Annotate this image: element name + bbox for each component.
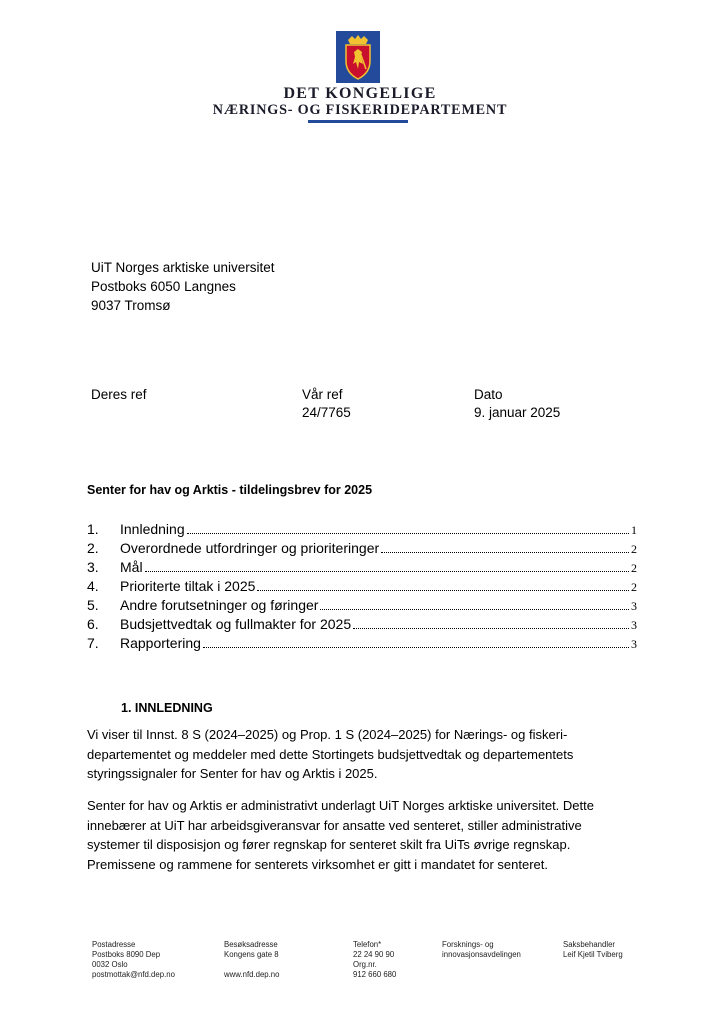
coat-of-arms-icon: [332, 31, 384, 83]
toc-number: 5.: [87, 597, 99, 613]
recipient-name: UiT Norges arktiske universitet: [91, 260, 275, 275]
toc-title: Rapportering: [120, 635, 201, 651]
toc-number: 1.: [87, 521, 99, 537]
toc-title: Mål: [120, 559, 143, 575]
text-line: styringssignaler for Senter for hav og Arktis i 2025.: [87, 766, 378, 781]
toc-number: 6.: [87, 616, 99, 632]
toc-page: 2: [631, 561, 637, 575]
department-name-line1: DET KONGELIGE: [283, 85, 437, 102]
text-line: systemer til disposisjon og fører regnskap for senteret skilt fra UiTs øvrige regnskap.: [87, 837, 571, 852]
department-name-line2: NÆRINGS- OG FISKERIDEPARTEMENT: [212, 102, 508, 118]
toc-number: 3.: [87, 559, 99, 575]
paragraph-2: [87, 796, 647, 874]
footer-email-link[interactable]: postmottak@nfd.dep.no: [92, 970, 175, 979]
toc-number: 4.: [87, 578, 99, 594]
text-line: departementet og meddeler med dette Stortingets budsjettvedtak og departementets: [87, 746, 574, 762]
date-value: 9. januar 2025: [474, 405, 561, 420]
date-label: Dato: [474, 387, 503, 402]
footer-visit-address: Besøksadresse Kongens gate 8 www.nfd.dep.no: [224, 940, 280, 979]
toc-entry[interactable]: [87, 616, 637, 635]
toc-entry[interactable]: [87, 521, 637, 540]
toc-page: 2: [631, 580, 637, 594]
toc-entry[interactable]: [87, 578, 637, 597]
text-line: Premissene og rammene for senterets virksomhet er gitt i mandatet for senteret.: [87, 856, 548, 872]
toc-leader: [145, 571, 629, 572]
toc-title: Prioriterte tiltak i 2025: [120, 578, 256, 594]
var-ref-label: Vår ref: [302, 387, 343, 402]
recipient-street: Postboks 6050 Langnes: [91, 279, 236, 294]
footer-department: Forsknings- og innovasjonsavdelingen: [442, 940, 521, 959]
paragraph-1: [87, 725, 647, 784]
toc-leader: [353, 628, 629, 629]
toc-entry[interactable]: [87, 540, 637, 559]
letter-footer: [92, 940, 652, 980]
recipient-city: 9037 Tromsø: [91, 298, 171, 313]
toc-leader: [203, 647, 629, 648]
toc-page: 2: [631, 542, 637, 556]
letterhead-rule: [308, 120, 408, 123]
toc-title: Budsjettvedtak og fullmakter for 2025: [120, 616, 352, 632]
footer-phone: Telefon* 22 24 90 90 Org.nr. 912 660 680: [353, 940, 397, 979]
toc-entry[interactable]: [87, 559, 637, 578]
toc-entry[interactable]: [87, 635, 637, 654]
toc-page: 3: [631, 599, 637, 613]
text-line: Vi viser til Innst. 8 S (2024–2025) og Prop. 1 S (2024–2025) for Nærings- og fiskeri-: [87, 727, 568, 742]
toc-entry[interactable]: [87, 597, 637, 616]
toc-title: Overordnede utfordringer og prioriteringer: [120, 540, 380, 556]
toc-number: 7.: [87, 635, 99, 651]
footer-postal-address: Postadresse Postboks 8090 Dep 0032 Oslo postmottak@nfd.dep.no: [92, 940, 175, 979]
letterhead: [205, 28, 515, 128]
text-line: Senter for hav og Arktis er administrativt underlagt UiT Norges arktiske universitet. Dette: [87, 798, 594, 813]
toc-leader: [187, 533, 629, 534]
toc-title: Innledning: [120, 521, 185, 537]
footer-case-handler: Saksbehandler Leif Kjetil Tviberg: [563, 940, 623, 959]
footer-web-link[interactable]: www.nfd.dep.no: [224, 970, 280, 979]
toc-leader: [257, 590, 629, 591]
var-ref-value: 24/7765: [302, 405, 351, 420]
toc-page: 3: [631, 618, 637, 632]
toc-number: 2.: [87, 540, 99, 556]
toc-page: 3: [631, 637, 637, 651]
text-line: innebærer at UiT har arbeidsgiveransvar for ansatte ved senteret, stiller administrative: [87, 817, 582, 833]
table-of-contents: [87, 521, 637, 654]
letter-subject: Senter for hav og Arktis - tildelingsbrev for 2025: [87, 483, 373, 497]
section-heading: 1. INNLEDNING: [121, 701, 213, 715]
toc-title: Andre forutsetninger og føringer: [120, 597, 319, 613]
toc-leader: [381, 552, 629, 553]
toc-leader: [320, 609, 629, 610]
deres-ref-label: Deres ref: [91, 387, 147, 402]
toc-page: 1: [631, 523, 637, 537]
